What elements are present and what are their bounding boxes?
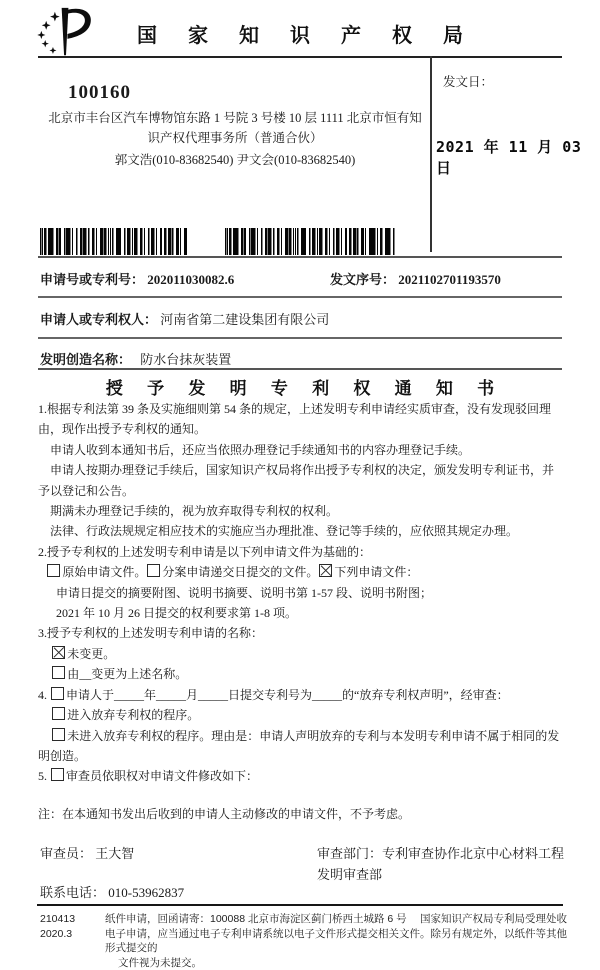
notice-line: 2.授予专利权的上述发明专利申请是以下列申请文件为基础的： [38,542,565,562]
header-rule [38,56,562,58]
recipient-postcode: 100160 [68,82,131,104]
footer-line2: 电子申请，应当通过电子专利申请系统以电子文件形式提交相关文件。除另有规定外，以纸件等其他形式提交的 [105,927,575,956]
examining-department [317,843,577,885]
notice-line: 期满未办理登记手续的，视为放弃取得专利权的权利。 [38,501,565,521]
examiner-row [40,843,134,862]
notice-line: 4. 申请人于_____年_____月_____日提交专利号为_____的“放弃专利权声明”，经审查： [38,685,565,705]
notice-line: 法律、行政法规规定相应技术的实施应当办理批准、登记等手续的，应依照其规定办理。 [38,521,565,541]
checkbox-empty-icon [52,707,65,720]
footer-instructions [105,912,575,970]
dispatch-date-value: 2021 年 11 月 03 日 [436,136,600,178]
invention-name-label: 发明创造名称： [40,352,131,367]
application-number-label: 申请号或专利号： [40,272,144,287]
serial-number-label: 发文序号： [330,272,395,287]
contact-phone-row [40,882,184,901]
notice-title: 授 予 发 明 专 利 权 通 知 书 [0,374,600,399]
barcode-right [225,228,397,255]
application-number-value: 202011030082.6 [147,272,234,287]
notice-line: 1.根据专利法第 39 条及实施细则第 54 条的规定，上述发明专利申请经实质审查，没有发现驳回理由，现作出授予专利权的通知。 [38,399,565,440]
checkbox-empty-icon [52,666,65,679]
serial-number-row [330,269,501,288]
notice-line: 由__变更为上述名称。 [38,664,565,684]
notice-line: 申请人按期办理登记手续后，国家知识产权局将作出授予专利权的决定，颁发发明专利证书，并予以登记和公告。 [38,460,565,501]
contact-phone-label: 联系电话： [40,885,105,900]
divider [38,368,562,370]
checkbox-empty-icon [51,687,64,700]
serial-number-value: 2021102701193570 [398,272,501,287]
checkbox-checked-icon [52,646,65,659]
notice-line: 2021 年 10 月 26 日提交的权利要求第 1-8 项。 [38,603,565,623]
checkbox-empty-icon [52,728,65,741]
recipient-address-line1: 北京市丰台区汽车博物馆东路 1 号院 3 号楼 10 层 1111 北京市恒有知 [40,108,430,128]
footer-rule [37,904,563,906]
recipient-agents: 郭文浩(010-83682540) 尹文会(010-83682540) [40,150,430,170]
invention-name-row [40,349,231,368]
checkbox-empty-icon [51,768,64,781]
applicant-value: 河南省第二建设集团有限公司 [160,312,329,327]
recipient-address-line2: 识产权代理事务所（普通合伙） [40,128,430,148]
divider [38,337,562,339]
checkbox-empty-icon [147,564,160,577]
notice-line: 原始申请文件。 分案申请递交日提交的文件。 下列申请文件： [38,562,565,582]
applicant-row [40,309,329,328]
footer-line1: 纸件申请，回函请寄：100088 北京市海淀区蓟门桥西土城路 6 号 国家知识产权局专利局受理处收 [105,912,575,927]
notice-line: 申请日提交的摘要附图、说明书摘要、说明书第 1-57 段、说明书附图； [38,583,565,603]
department-label: 审查部门： [317,846,382,861]
footer-line3: 文件视为未提交。 [105,956,575,970]
dispatch-date-label: 发文日： [443,72,493,90]
agency-title: 国 家 知 识 产 权 局 [0,19,600,48]
contact-phone-value: 010-53962837 [108,885,184,900]
dispatch-box-divider [430,56,432,252]
notice-line: 未进入放弃专利权的程序。理由是：申请人声明放弃的专利与本发明专利申请不属于相同的发明创造。 [38,726,565,767]
form-date: 2020.3 [40,927,100,942]
barcode-left [40,228,187,255]
application-number-row [40,269,234,288]
department-line2: 发明审查部 [317,867,382,882]
notice-line: 5. 审查员依职权对申请文件修改如下： [38,766,565,786]
notice-line: 未变更。 [38,644,565,664]
checkbox-checked-icon [319,564,332,577]
notice-body [38,399,565,824]
examiner-name: 王大智 [95,846,134,861]
notice-line: 3.授予专利权的上述发明专利申请的名称： [38,623,565,643]
applicant-label: 申请人或专利权人： [40,312,157,327]
form-code: 210413 [40,912,100,927]
divider [38,256,562,258]
checkbox-empty-icon [47,564,60,577]
form-codes [40,912,100,941]
examiner-label: 审查员： [40,846,92,861]
department-line1: 专利审查协作北京中心材料工程 [382,846,564,861]
notice-line: 注：在本通知书发出后收到的申请人主动修改的申请文件，不予考虑。 [38,804,565,824]
notice-line: 进入放弃专利权的程序。 [38,705,565,725]
divider [38,296,562,298]
notice-line: 申请人收到本通知书后，还应当依照办理登记手续通知书的内容办理登记手续。 [38,440,565,460]
invention-name-value: 防水台抹灰装置 [140,352,231,367]
